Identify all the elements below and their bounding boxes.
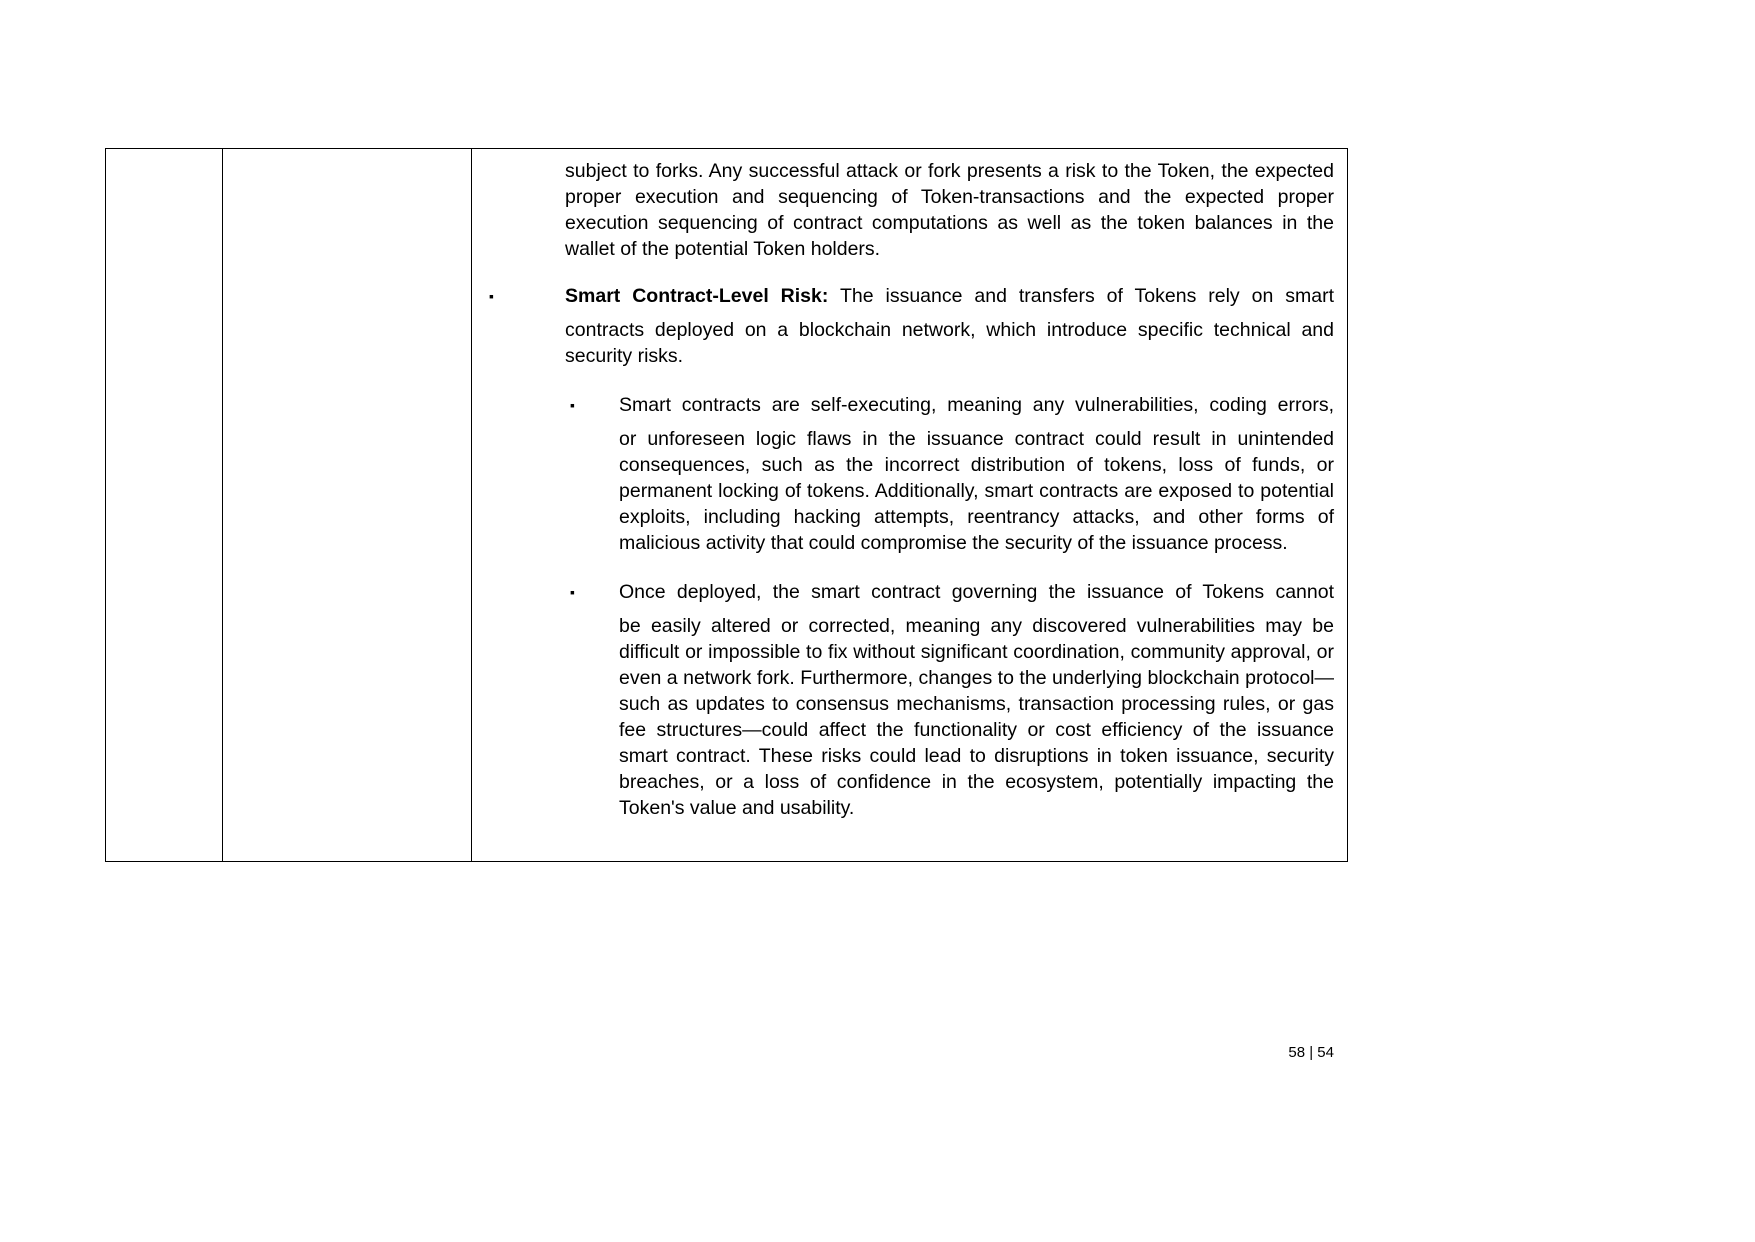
- intro-paragraph: subject to forks. Any successful attack or fork presents a risk to the Token, the expected proper execution and sequencing of Token-transactions and the expected proper execution sequencing of contract computations as well as the token balances in the wallet of the potential Token holders.: [565, 160, 1334, 260]
- bullet-lead-rest: The issuance and transfers of Tokens rely on smart: [828, 285, 1334, 307]
- sub-bullet-once-deployed: [472, 579, 1334, 821]
- sub-bullet-lead-line: Once deployed, the smart contract governing the issuance of Tokens cannot: [619, 581, 1334, 603]
- table-column-empty-1: [106, 149, 223, 861]
- page-number: 58 | 54: [1288, 1044, 1334, 1061]
- sub-bullet-body: be easily altered or corrected, meaning any discovered vulnerabilities may be difficult or impossible to fix without significant coordination, community approval, or even a network fork. Furthermore, changes to the underlying blockchain protocol—such as updates to consensus mechanisms, transaction processing rules, or gas fee structures—could affect the functionality or cost efficiency of the issuance smart contract. These risks could lead to disruptions in token issuance, security breaches, or a loss of confidence in the ecosystem, potentially impacting the Token's value and usability.: [619, 615, 1334, 819]
- bullet-smart-contract-level-risk: [472, 283, 1334, 369]
- sub-bullet-lead-line: Smart contracts are self-executing, meaning any vulnerabilities, coding errors,: [619, 394, 1334, 416]
- bullet-square-icon: ▪: [570, 584, 575, 600]
- table-column-content: [472, 149, 1347, 861]
- bullet-lead-line: [565, 283, 1334, 309]
- sub-bullet-body: or unforeseen logic flaws in the issuance contract could result in unintended consequences, such as the incorrect distribution of tokens, loss of funds, or permanent locking of tokens. Additionally, smart contracts are exposed to potential exploits, including hacking attempts, reentrancy attacks, and other forms of malicious activity that could compromise the security of the issuance process.: [619, 428, 1334, 554]
- table-column-empty-2: [224, 149, 472, 861]
- risk-disclosure-table: [105, 148, 1348, 862]
- bullet-square-icon: ▪: [489, 288, 494, 304]
- bullet-bold-label: Smart Contract-Level Risk:: [565, 285, 829, 307]
- bullet-square-icon: ▪: [570, 397, 575, 413]
- sub-bullet-self-executing: [472, 392, 1334, 556]
- bullet-body: contracts deployed on a blockchain network, which introduce specific technical and security risks.: [565, 319, 1334, 367]
